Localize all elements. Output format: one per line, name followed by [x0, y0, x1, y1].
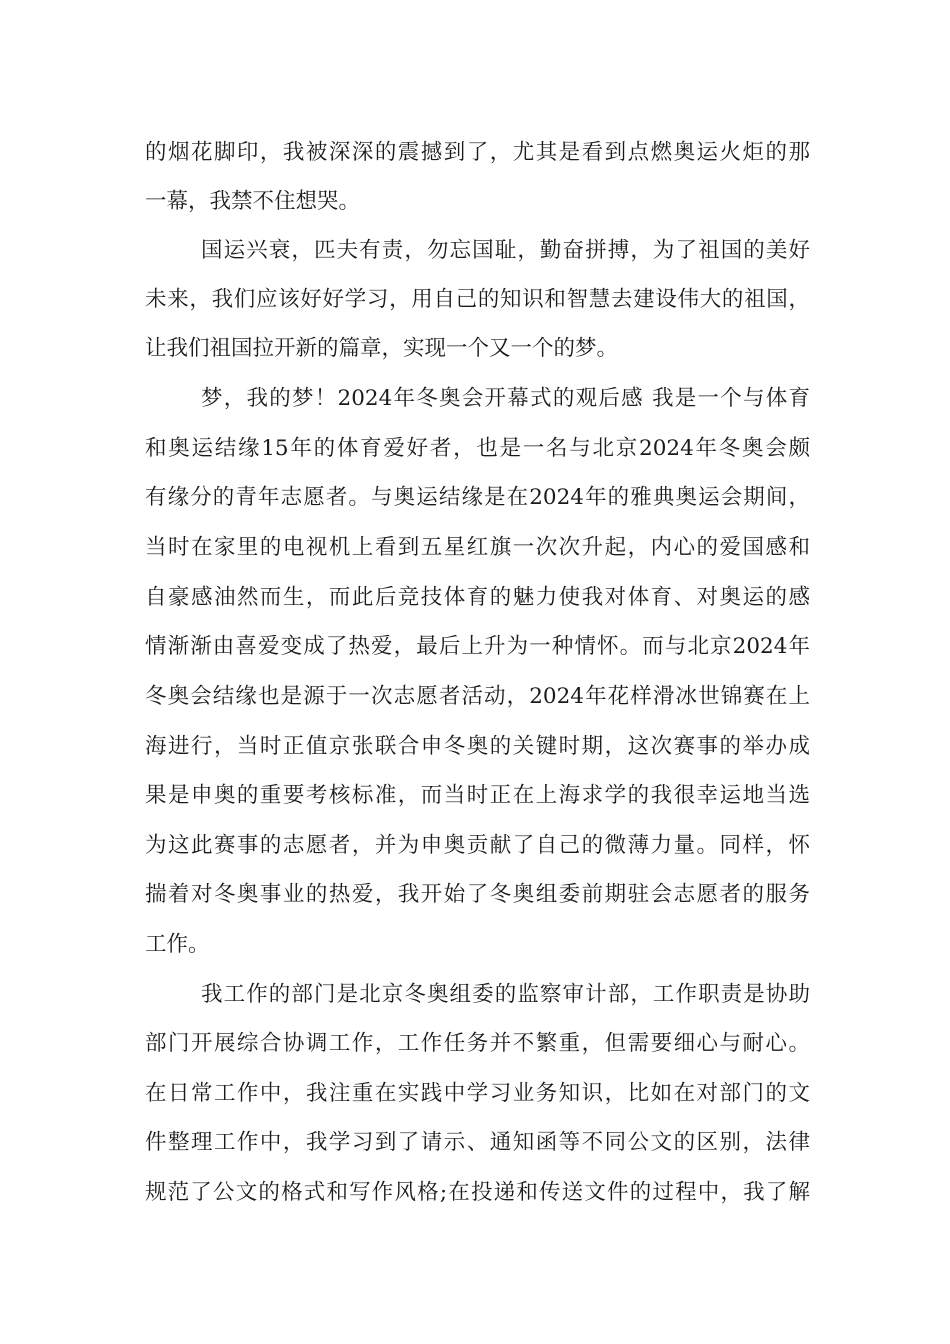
- text-line: 梦，我的梦！2024年冬奥会开幕式的观后感 我是一个与体育: [201, 386, 810, 411]
- text-line: 果是申奥的重要考核标准，而当时正在上海求学的我很幸运地当选: [145, 783, 810, 808]
- text-line: 规范了公文的格式和写作风格;在投递和传送文件的过程中，我了解: [145, 1180, 810, 1205]
- text-line: 自豪感油然而生，而此后竞技体育的魅力使我对体育、对奥运的感: [145, 585, 810, 610]
- text-line: 为这此赛事的志愿者，并为申奥贡献了自己的微薄力量。同样，怀: [145, 833, 810, 858]
- text-line: 我工作的部门是北京冬奥组委的监察审计部，工作职责是协助: [201, 982, 810, 1007]
- text-line: 一幕，我禁不住想哭。: [145, 189, 361, 214]
- text-line: 揣着对冬奥事业的热爱，我开始了冬奥组委前期驻会志愿者的服务: [145, 882, 810, 907]
- text-line: 和奥运结缘15年的体育爱好者，也是一名与北京2024年冬奥会颇: [145, 436, 810, 461]
- text-line: 有缘分的青年志愿者。与奥运结缘是在2024年的雅典奥运会期间，: [145, 485, 810, 510]
- text-line: 未来，我们应该好好学习，用自己的知识和智慧去建设伟大的祖国，: [145, 287, 810, 312]
- text-line: 情渐渐由喜爱变成了热爱，最后上升为一种情怀。而与北京2024年: [145, 634, 810, 659]
- text-line: 部门开展综合协调工作，工作任务并不繁重，但需要细心与耐心。: [145, 1031, 810, 1056]
- text-line: 让我们祖国拉开新的篇章，实现一个又一个的梦。: [145, 336, 619, 361]
- text-line: 国运兴衰，匹夫有责，勿忘国耻，勤奋拼搏，为了祖国的美好: [201, 238, 810, 263]
- text-line: 海进行，当时正值京张联合申冬奥的关键时期，这次赛事的举办成: [145, 734, 810, 759]
- text-line: 件整理工作中，我学习到了请示、通知函等不同公文的区别，法律: [145, 1130, 810, 1155]
- text-line: 工作。: [145, 932, 210, 957]
- text-line: 冬奥会结缘也是源于一次志愿者活动，2024年花样滑冰世锦赛在上: [145, 684, 810, 709]
- text-line: 的烟花脚印，我被深深的震撼到了，尤其是看到点燃奥运火炬的那: [145, 140, 810, 165]
- text-line: 在日常工作中，我注重在实践中学习业务知识，比如在对部门的文: [145, 1081, 810, 1106]
- text-line: 当时在家里的电视机上看到五星红旗一次次升起，内心的爱国感和: [145, 535, 810, 560]
